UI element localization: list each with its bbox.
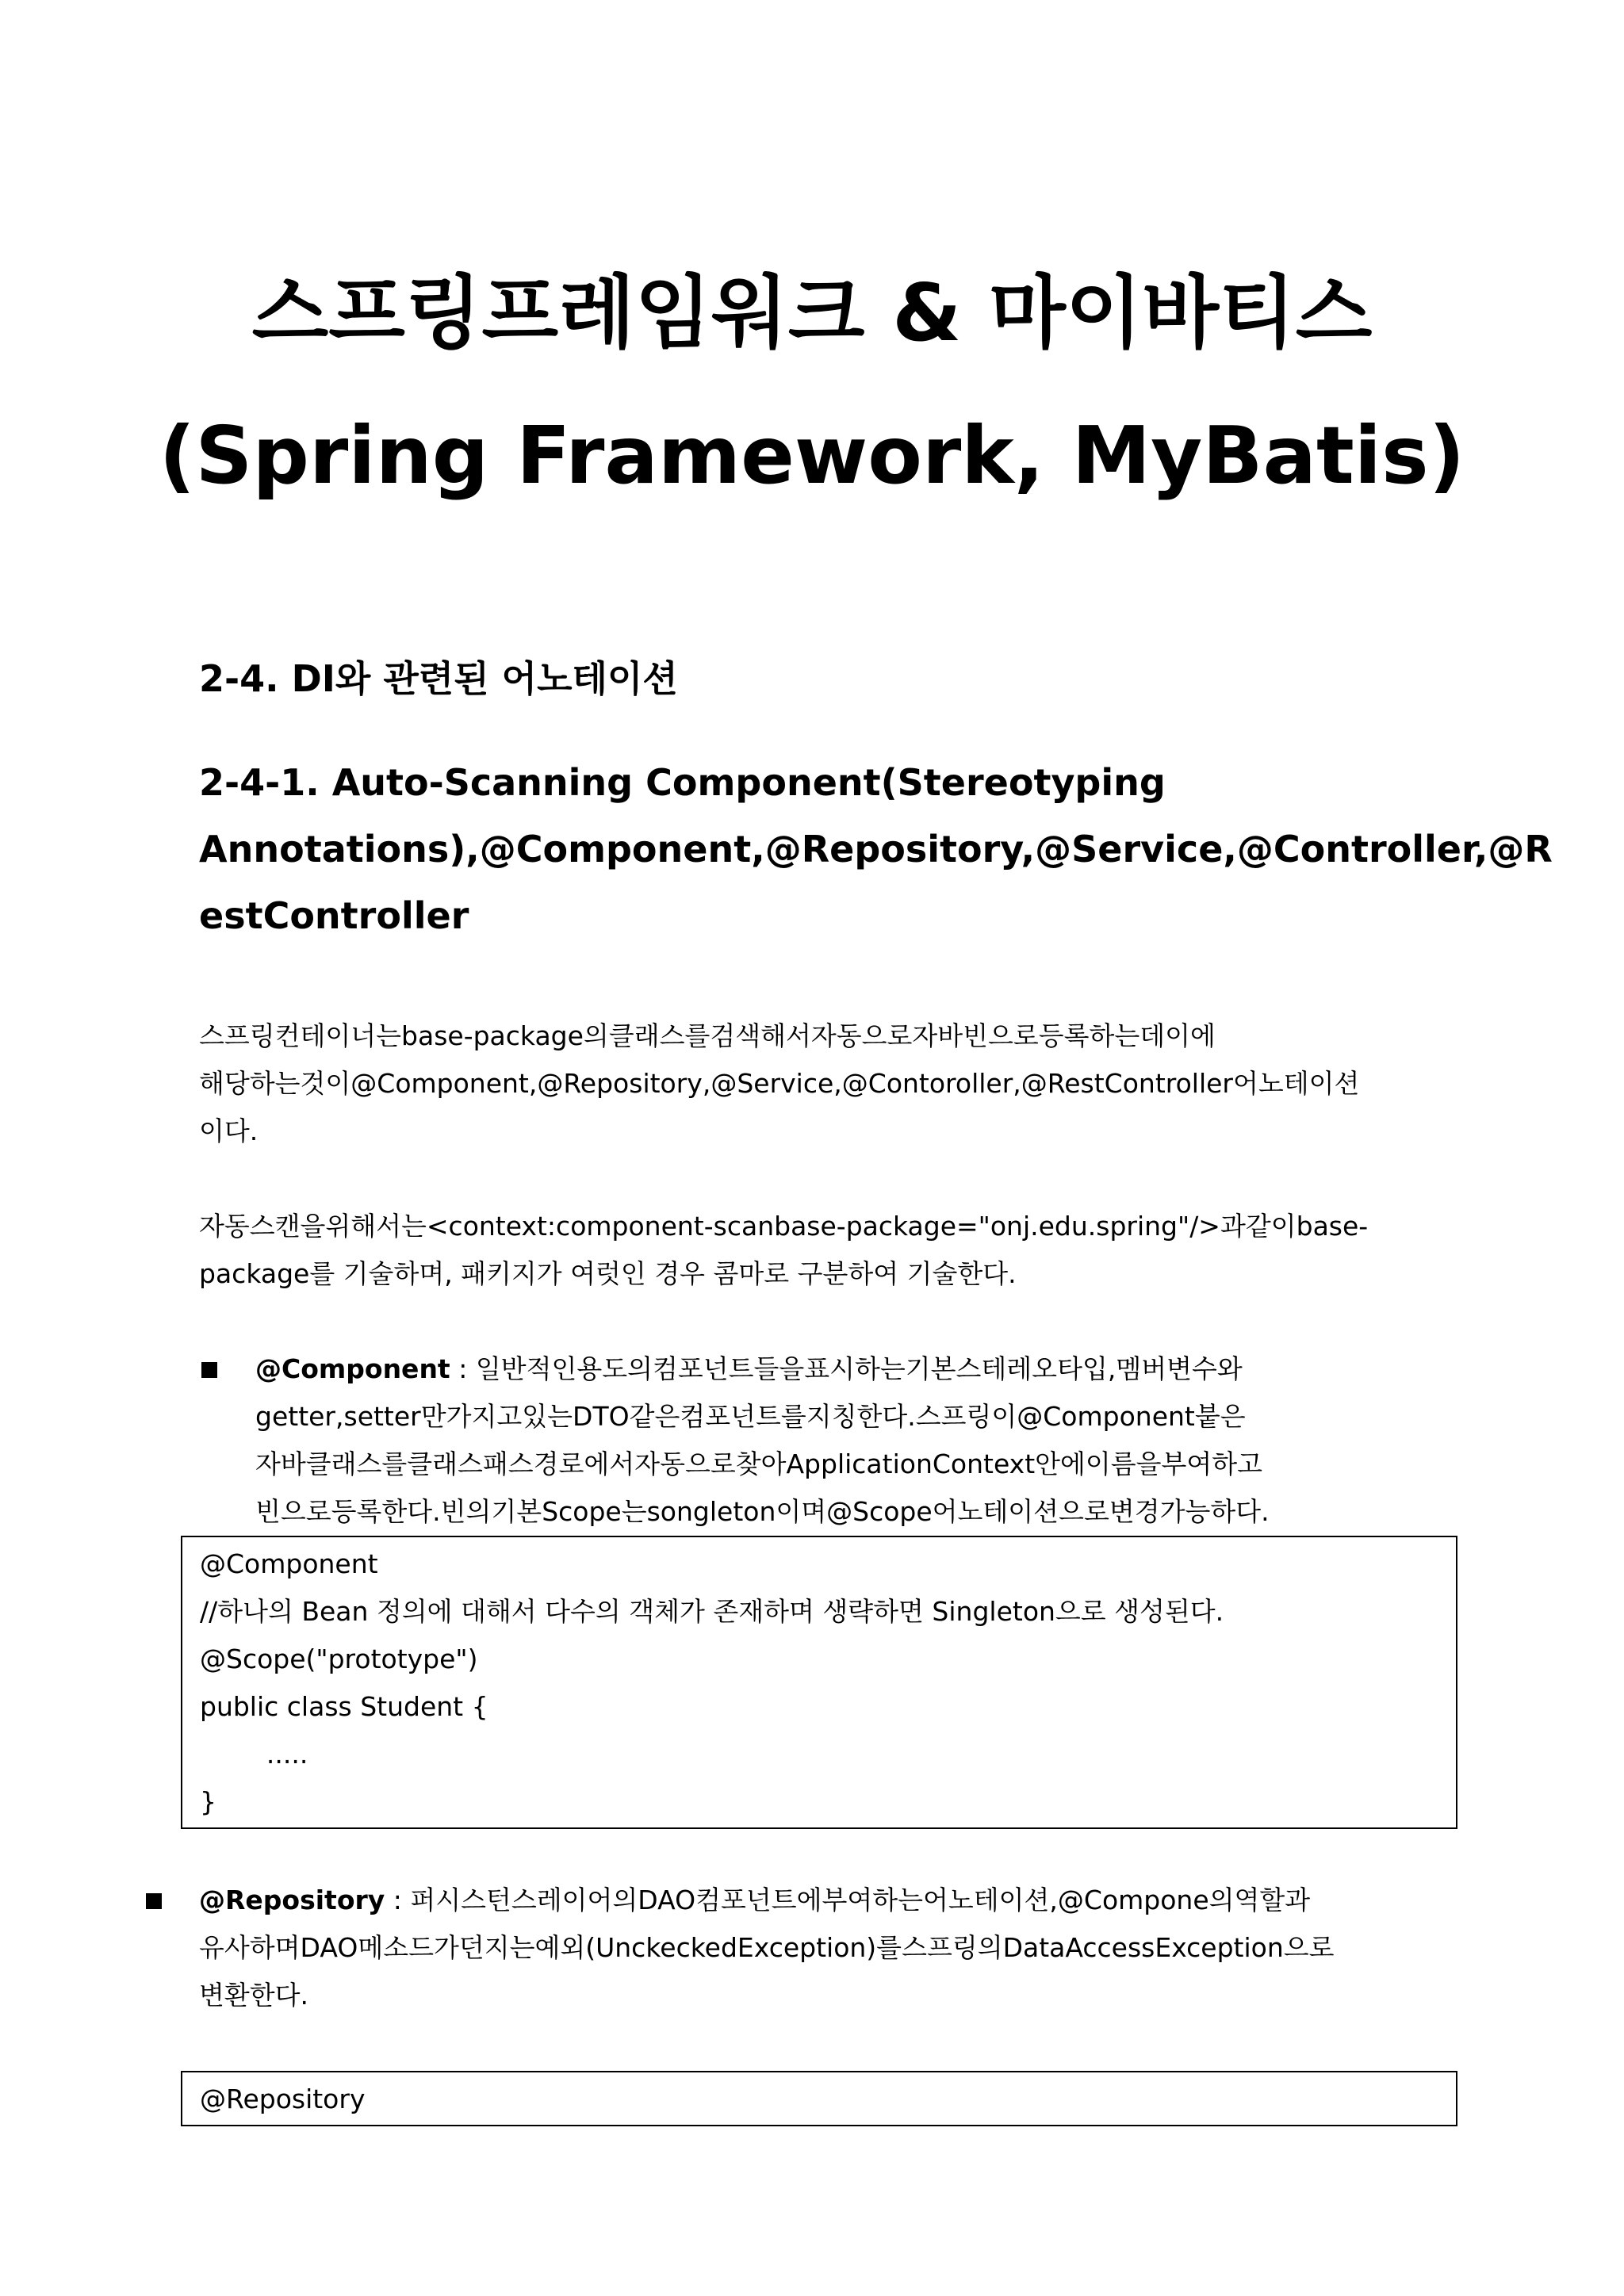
component-code-box — [181, 1536, 1457, 1829]
word: 예외(Unckecked — [534, 1932, 737, 1963]
word: setter만 — [343, 1401, 446, 1432]
word: 클래스를 — [608, 1020, 710, 1051]
word: base-package="onj.edu.spring" — [774, 1211, 1190, 1242]
repository-first-word: : — [385, 1885, 402, 1915]
word: Scope는 — [542, 1496, 647, 1527]
word: 어노테이션, — [923, 1885, 1058, 1915]
bullet-line — [199, 1924, 1436, 1972]
word: DTO — [573, 1401, 630, 1432]
subsection-heading — [199, 749, 1553, 949]
subsection-heading-line: 2-4-1. Auto-Scanning Component(Stereotyping — [199, 761, 1166, 804]
code-line: ..... — [200, 1739, 308, 1770]
word: 자바 — [255, 1448, 306, 1479]
word: 용도의 — [576, 1353, 653, 1384]
word: 멤버변수와 — [1116, 1353, 1243, 1384]
word: 붙은 — [1194, 1401, 1246, 1432]
word: @Repository, — [537, 1068, 711, 1099]
word: 경로에서 — [533, 1448, 635, 1479]
word: @Contoroller, — [841, 1068, 1021, 1099]
word: /> — [1189, 1211, 1220, 1242]
word: 자동으로 — [634, 1448, 736, 1479]
word: 과 — [1220, 1211, 1246, 1242]
word: 클래스패스 — [407, 1448, 534, 1479]
word: 스테레오 — [956, 1353, 1058, 1384]
word: 이에 — [1165, 1020, 1216, 1051]
code-line: @Scope("prototype") — [200, 1644, 478, 1674]
word: 기본 — [491, 1496, 542, 1527]
repository-label: @Repository — [199, 1885, 385, 1915]
code-line: @Repository — [200, 2084, 366, 2114]
word: 가지고 — [446, 1401, 523, 1432]
word: 스프링의 — [902, 1932, 1003, 1963]
paragraph-line — [199, 1203, 1436, 1250]
word: 던지는 — [458, 1932, 535, 1963]
word: 표시하는 — [804, 1353, 906, 1384]
word: 컴포넌트들을 — [652, 1353, 805, 1384]
document-title-english: (Spring Framework, MyBatis) — [159, 409, 1465, 502]
component-first-word: : — [450, 1353, 468, 1384]
bullet-line — [199, 1877, 1436, 1924]
word: 퍼시스턴스 — [410, 1885, 537, 1915]
word: 지칭한다. — [806, 1401, 916, 1432]
word: 컨테이너는 — [274, 1020, 402, 1051]
word: 클래스를 — [305, 1448, 408, 1479]
word: @Component — [1017, 1401, 1195, 1432]
component-label-line — [255, 1353, 467, 1384]
word: 것이 — [300, 1068, 351, 1099]
word: 역할과 — [1234, 1885, 1311, 1915]
subsection-heading-line: Annotations),@Component,@Repository,@Service,@Controller,@R — [199, 828, 1553, 871]
component-bullet — [255, 1345, 1436, 1536]
word: 일반적인 — [475, 1353, 577, 1384]
code-line: @Component — [200, 1548, 378, 1579]
word: Context안에 — [932, 1448, 1086, 1479]
word: 데 — [1139, 1020, 1166, 1051]
word: Exception)를 — [737, 1932, 902, 1963]
word: 스프링이 — [915, 1401, 1017, 1432]
word: base-package의 — [401, 1020, 609, 1051]
subsection-heading-line: estController — [199, 894, 469, 937]
intro-paragraph-2 — [199, 1203, 1436, 1298]
word: 해당하는 — [199, 1068, 301, 1099]
word: 변경 — [1109, 1496, 1160, 1527]
code-line: public class Student { — [200, 1691, 488, 1722]
word: 유사하며 — [199, 1932, 301, 1963]
word: DAO — [300, 1932, 358, 1963]
word: 컴포넌트를 — [680, 1401, 806, 1432]
repository-label-line — [199, 1885, 402, 1915]
word: 타입, — [1057, 1353, 1116, 1384]
word: DAO컴포넌트에 — [638, 1885, 822, 1915]
word: 가능하다. — [1159, 1496, 1270, 1527]
word: 같이 — [1245, 1211, 1297, 1242]
word: 등록하는 — [1038, 1020, 1140, 1051]
word: base- — [1296, 1211, 1369, 1242]
word: 자동으로 — [810, 1020, 913, 1051]
bullet-line — [255, 1441, 1436, 1488]
bullet-line: 변환한다. — [199, 1980, 309, 2011]
component-label: @Component — [255, 1353, 450, 1384]
paragraph-line — [199, 1012, 1436, 1060]
word: 메소드가 — [358, 1932, 459, 1963]
word: 자동스캔을 — [199, 1211, 326, 1242]
word: DataAccessException으로 — [1002, 1932, 1335, 1963]
bullet-line — [255, 1393, 1436, 1441]
word: 어노테이션으로 — [932, 1496, 1109, 1527]
paragraph-line: package를 기술하며, 패키지가 여럿인 경우 콤마로 구분하여 기술한다. — [199, 1258, 1017, 1289]
word: 같은 — [629, 1401, 680, 1432]
word: 기본 — [905, 1353, 956, 1384]
word: 찾아 — [735, 1448, 787, 1479]
word: 등록한다. — [331, 1496, 441, 1527]
word: 레이어의 — [536, 1885, 638, 1915]
word: @Service, — [710, 1068, 842, 1099]
word: Application — [786, 1448, 933, 1479]
word: 위해서는 — [325, 1211, 427, 1242]
word: @RestController — [1021, 1068, 1234, 1099]
intro-paragraph-1 — [199, 1012, 1436, 1155]
word: songleton이며 — [646, 1496, 827, 1527]
paragraph-line — [199, 1060, 1436, 1108]
repository-code-box — [181, 2071, 1457, 2126]
bullet-square-icon — [201, 1362, 217, 1378]
code-line: //하나의 Bean 정의에 대해서 다수의 객체가 존재하며 생략하면 Singleton으로 생성된다. — [200, 1596, 1224, 1627]
word: 부여하는 — [822, 1885, 924, 1915]
document-title-korean: 스프링프레임워크 & 마이바티스 — [251, 266, 1373, 359]
word: 검색해서 — [710, 1020, 811, 1051]
bullet-square-icon — [146, 1893, 162, 1909]
word: 있는 — [522, 1401, 573, 1432]
word: 자바 — [912, 1020, 963, 1051]
word: <context:component-scan — [426, 1211, 775, 1242]
word: 부여하고 — [1161, 1448, 1263, 1479]
word: getter, — [255, 1401, 344, 1432]
word: 빈의 — [440, 1496, 492, 1527]
word: 이름을 — [1085, 1448, 1162, 1479]
word: 어노테이션 — [1233, 1068, 1360, 1099]
bullet-line — [255, 1345, 1436, 1393]
word: 빈으로 — [255, 1496, 331, 1527]
word: 스프링 — [199, 1020, 275, 1051]
word: @Component, — [350, 1068, 538, 1099]
word: 빈으로 — [963, 1020, 1039, 1051]
section-heading: 2-4. DI와 관련된 어노테이션 — [199, 657, 678, 700]
bullet-line — [255, 1488, 1436, 1536]
paragraph-line: 이다. — [199, 1115, 259, 1146]
word: @Scope — [826, 1496, 933, 1527]
code-line: } — [200, 1786, 216, 1817]
word: @Compone의 — [1057, 1885, 1235, 1915]
repository-bullet — [199, 1877, 1436, 2019]
